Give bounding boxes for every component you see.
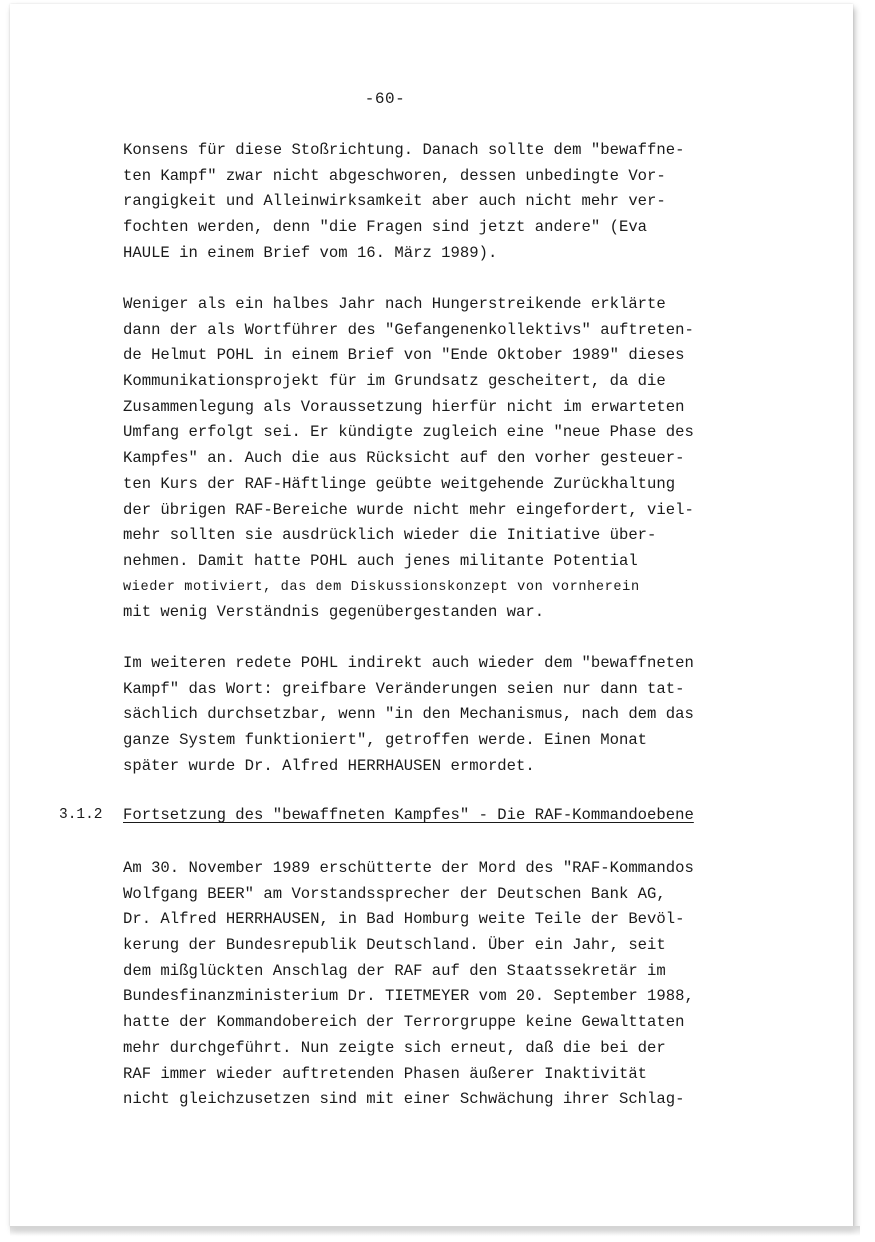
paragraph-3 bbox=[123, 651, 783, 779]
text-line: ten Kampf" zwar nicht abgeschworen, dessen unbedingte Vor- bbox=[123, 166, 666, 185]
text-line: später wurde Dr. Alfred HERRHAUSEN ermordet. bbox=[123, 756, 535, 775]
text-line: ten Kurs der RAF-Häftlinge geübte weitgehende Zurückhaltung bbox=[123, 474, 676, 493]
text-line: wieder motiviert, das dem Diskussionskonzept von vornherein bbox=[123, 579, 640, 595]
text-line: ganze System funktioniert", getroffen werde. Einen Monat bbox=[123, 731, 648, 750]
text-line: RAF immer wieder auftretenden Phasen äußerer Inaktivität bbox=[123, 1064, 648, 1083]
text-line: dem mißglückten Anschlag der RAF auf den Staatssekretär im bbox=[123, 961, 666, 980]
text-line: Kommunikationsprojekt für im Grundsatz gescheitert, da die bbox=[123, 372, 666, 391]
text-line: Weniger als ein halbes Jahr nach Hungerstreikende erklärte bbox=[123, 295, 666, 313]
text-line: der übrigen RAF-Bereiche wurde nicht mehr eingefordert, viel- bbox=[123, 500, 694, 519]
section-heading: Fortsetzung des "bewaffneten Kampfes" - Die RAF-Kommandoebene bbox=[123, 806, 694, 824]
text-line: Bundesfinanzministerium Dr. TIETMEYER vom 20. September 1988, bbox=[123, 987, 694, 1006]
text-line: rangigkeit und Alleinwirksamkeit aber auch nicht mehr ver- bbox=[123, 192, 666, 211]
text-line: Kampf" das Wort: greifbare Veränderungen seien nur dann tat- bbox=[123, 679, 685, 698]
text-line: Am 30. November 1989 erschütterte der Mord des "RAF-Kommandos bbox=[123, 859, 694, 877]
text-line: Zusammenlegung als Voraussetzung hierfür nicht im erwarteten bbox=[123, 397, 685, 416]
text-line: de Helmut POHL in einem Brief von "Ende Oktober 1989" dieses bbox=[123, 346, 685, 365]
text-line: fochten werden, denn "die Fragen sind jetzt andere" (Eva bbox=[123, 218, 648, 237]
paragraph-2 bbox=[123, 292, 783, 626]
text-line: Umfang erfolgt sei. Er kündigte zugleich eine "neue Phase des bbox=[123, 423, 694, 442]
text-line: hatte der Kommandobereich der Terrorgruppe keine Gewalttaten bbox=[123, 1013, 685, 1032]
text-line: mehr durchgeführt. Nun zeigte sich erneut, daß die bei der bbox=[123, 1038, 666, 1057]
text-line: sächlich durchsetzbar, wenn "in den Mechanismus, nach dem das bbox=[123, 705, 694, 724]
text-line: Konsens für diese Stoßrichtung. Danach sollte dem "bewaffne- bbox=[123, 141, 685, 159]
text-line: nicht gleichzusetzen sind mit einer Schwächung ihrer Schlag- bbox=[123, 1090, 685, 1109]
text-line: nehmen. Damit hatte POHL auch jenes militante Potential bbox=[123, 551, 638, 570]
page-number: -60- bbox=[364, 90, 406, 108]
text-line: Im weiteren redete POHL indirekt auch wieder dem "bewaffneten bbox=[123, 654, 694, 672]
text-line: kerung der Bundesrepublik Deutschland. Über ein Jahr, seit bbox=[123, 936, 666, 955]
text-line: mehr sollten sie ausdrücklich wieder die Initiative über- bbox=[123, 526, 657, 545]
paragraph-4 bbox=[123, 856, 783, 1113]
text-line: Dr. Alfred HERRHAUSEN, in Bad Homburg weite Teile der Bevöl- bbox=[123, 910, 685, 929]
paragraph-1 bbox=[123, 138, 783, 266]
page-shadow bbox=[10, 1226, 860, 1236]
text-line: mit wenig Verständnis gegenübergestanden war. bbox=[123, 603, 545, 622]
section-number: 3.1.2 bbox=[59, 807, 103, 823]
text-line: Kampfes" an. Auch die aus Rücksicht auf den vorher gesteuer- bbox=[123, 449, 685, 468]
text-line: dann der als Wortführer des "Gefangenenkollektivs" auftreten- bbox=[123, 320, 694, 339]
text-line: HAULE in einem Brief vom 16. März 1989). bbox=[123, 243, 498, 262]
text-line: Wolfgang BEER" am Vorstandssprecher der Deutschen Bank AG, bbox=[123, 884, 666, 903]
